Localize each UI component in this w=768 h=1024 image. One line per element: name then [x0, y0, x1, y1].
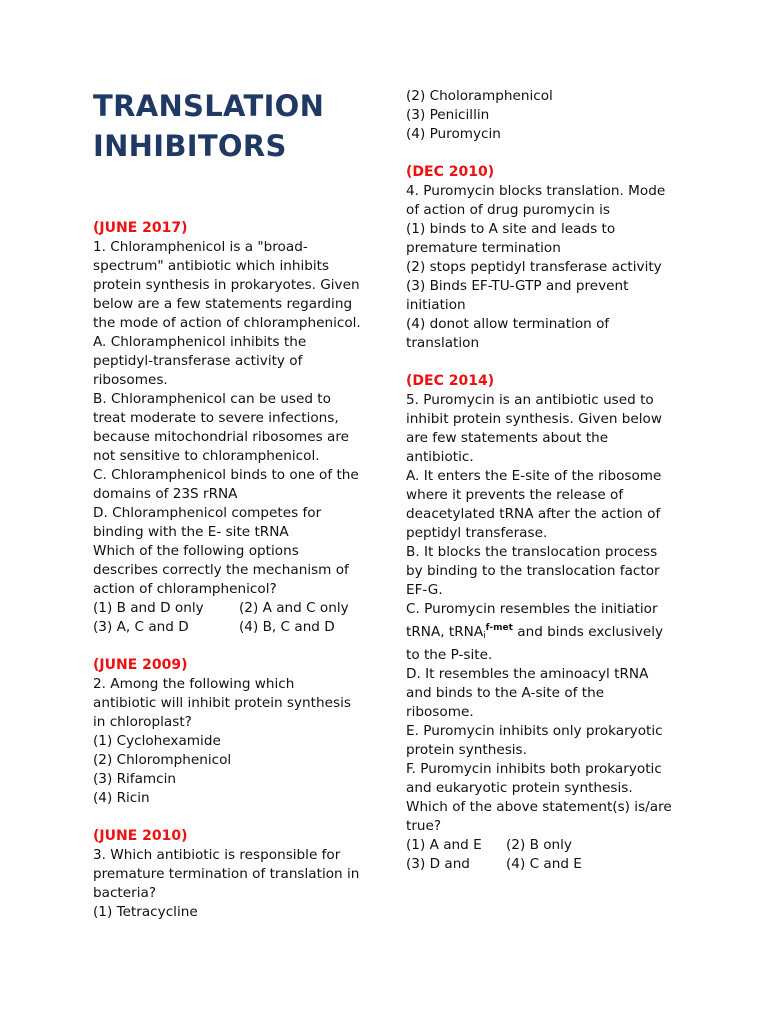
- option: (3) Penicillin: [406, 107, 490, 123]
- option: (3) D and: [406, 856, 470, 872]
- option: (3) Binds EF-TU-GTP and prevent: [406, 278, 629, 294]
- statement-line: B. It blocks the translocation process: [406, 544, 658, 560]
- options-row: [93, 618, 373, 637]
- question-text-line: of action of drug puromycin is: [406, 202, 610, 218]
- option: (1) B and D only: [93, 600, 204, 616]
- trna-statement-line: [406, 619, 696, 646]
- statement-line: where it prevents the release of: [406, 487, 624, 503]
- statement-line: deacetylated tRNA after the action of: [406, 506, 661, 522]
- question-text-line: 5. Puromycin is an antibiotic used to: [406, 392, 654, 408]
- statement-line: D. Chloramphenicol competes for: [93, 505, 322, 521]
- option: (2) Chloromphenicol: [93, 752, 232, 768]
- option: (3) Rifamcin: [93, 771, 177, 787]
- question-3: [93, 827, 373, 922]
- question-4: [406, 163, 696, 353]
- question-text-line: action of chloramphenicol?: [93, 581, 277, 597]
- question-5: [406, 372, 696, 874]
- option: (1) Tetracycline: [93, 904, 198, 920]
- question-heading: (DEC 2014): [406, 373, 495, 389]
- statement-line: and eukaryotic protein synthesis.: [406, 780, 633, 796]
- option: translation: [406, 335, 480, 351]
- statement-line: EF-G.: [406, 582, 443, 598]
- question-heading: (JUNE 2017): [93, 220, 188, 236]
- statement-line: binding with the E- site tRNA: [93, 524, 289, 540]
- options-row: [406, 855, 696, 874]
- question-text-line: Which of the above statement(s) is/are: [406, 799, 672, 815]
- question-text-line: below are a few statements regarding: [93, 296, 353, 312]
- page-title: [93, 86, 373, 166]
- question-text-line: the mode of action of chloramphenicol.: [93, 315, 361, 331]
- option: (4) C and E: [506, 856, 582, 872]
- question-text-line: 1. Chloramphenicol is a "broad-: [93, 239, 308, 255]
- question-text-line: describes correctly the mechanism of: [93, 562, 349, 578]
- statement-line: to the P-site.: [406, 647, 493, 663]
- statement-line: and binds to the A-site of the: [406, 685, 605, 701]
- question-3-continued: [406, 87, 696, 144]
- statement-line: E. Puromycin inhibits only prokaryotic: [406, 723, 663, 739]
- question-text-line: antibiotic.: [406, 449, 474, 465]
- option: premature termination: [406, 240, 561, 256]
- statement-line: ribosomes.: [93, 372, 168, 388]
- question-text-line: 2. Among the following which: [93, 676, 295, 692]
- question-1: [93, 219, 373, 637]
- option: (2) B only: [506, 837, 572, 853]
- statement-line: because mitochondrial ribosomes are: [93, 429, 349, 445]
- options-row: [406, 836, 696, 855]
- option: (4) Puromycin: [406, 126, 501, 142]
- statement-line: F. Puromycin inhibits both prokaryotic: [406, 761, 662, 777]
- option: initiation: [406, 297, 466, 313]
- options-row: [93, 599, 373, 618]
- statement-line: peptidyl transferase.: [406, 525, 548, 541]
- trna-superscript: f-met: [485, 623, 513, 633]
- statement-line: not sensitive to chloramphenicol.: [93, 448, 320, 464]
- question-text-line: Which of the following options: [93, 543, 299, 559]
- option: (4) donot allow termination of: [406, 316, 610, 332]
- option: (2) stops peptidyl transferase activity: [406, 259, 662, 275]
- statement-line: C. Puromycin resembles the initiatior: [406, 601, 658, 617]
- statement-line: A. Chloramphenicol inhibits the: [93, 334, 307, 350]
- option: (3) A, C and D: [93, 619, 189, 635]
- question-text-line: 4. Puromycin blocks translation. Mode: [406, 183, 666, 199]
- question-heading: (JUNE 2010): [93, 828, 188, 844]
- question-text-line: in chloroplast?: [93, 714, 192, 730]
- statement-line: B. Chloramphenicol can be used to: [93, 391, 331, 407]
- question-heading: (DEC 2010): [406, 164, 495, 180]
- question-text-line: 3. Which antibiotic is responsible for: [93, 847, 341, 863]
- statement-line: A. It enters the E-site of the ribosome: [406, 468, 662, 484]
- question-text-line: bacteria?: [93, 885, 157, 901]
- statement-line: ribosome.: [406, 704, 474, 720]
- trna-subscript: i: [483, 631, 486, 641]
- question-text-line: inhibit protein synthesis. Given below: [406, 411, 662, 427]
- question-text-line: are few statements about the: [406, 430, 609, 446]
- question-text-line: true?: [406, 818, 442, 834]
- title-line-1: TRANSLATION: [93, 89, 325, 123]
- statement-line: treat moderate to severe infections,: [93, 410, 339, 426]
- option: (1) binds to A site and leads to: [406, 221, 616, 237]
- question-text-line: protein synthesis in prokaryotes. Given: [93, 277, 360, 293]
- trna-text: tRNA, tRNA: [406, 624, 484, 640]
- left-column: [93, 219, 373, 922]
- question-text-line: antibiotic will inhibit protein synthesis: [93, 695, 351, 711]
- question-2: [93, 656, 373, 808]
- option: (2) Choloramphenicol: [406, 88, 553, 104]
- title-line-2: INHIBITORS: [93, 129, 287, 163]
- trna-text-after: and binds exclusively: [512, 624, 664, 640]
- option: (2) A and C only: [239, 600, 349, 616]
- question-text-line: spectrum" antibiotic which inhibits: [93, 258, 330, 274]
- option: (1) A and E: [406, 837, 482, 853]
- statement-line: protein synthesis.: [406, 742, 527, 758]
- option: (4) Ricin: [93, 790, 150, 806]
- question-heading: (JUNE 2009): [93, 657, 188, 673]
- statement-line: domains of 23S rRNA: [93, 486, 238, 502]
- right-column: [406, 87, 696, 874]
- option: (1) Cyclohexamide: [93, 733, 221, 749]
- statement-line: C. Chloramphenicol binds to one of the: [93, 467, 359, 483]
- statement-line: D. It resembles the aminoacyl tRNA: [406, 666, 649, 682]
- statement-line: by binding to the translocation factor: [406, 563, 660, 579]
- option: (4) B, C and D: [239, 619, 335, 635]
- question-text-line: premature termination of translation in: [93, 866, 360, 882]
- statement-line: peptidyl-transferase activity of: [93, 353, 303, 369]
